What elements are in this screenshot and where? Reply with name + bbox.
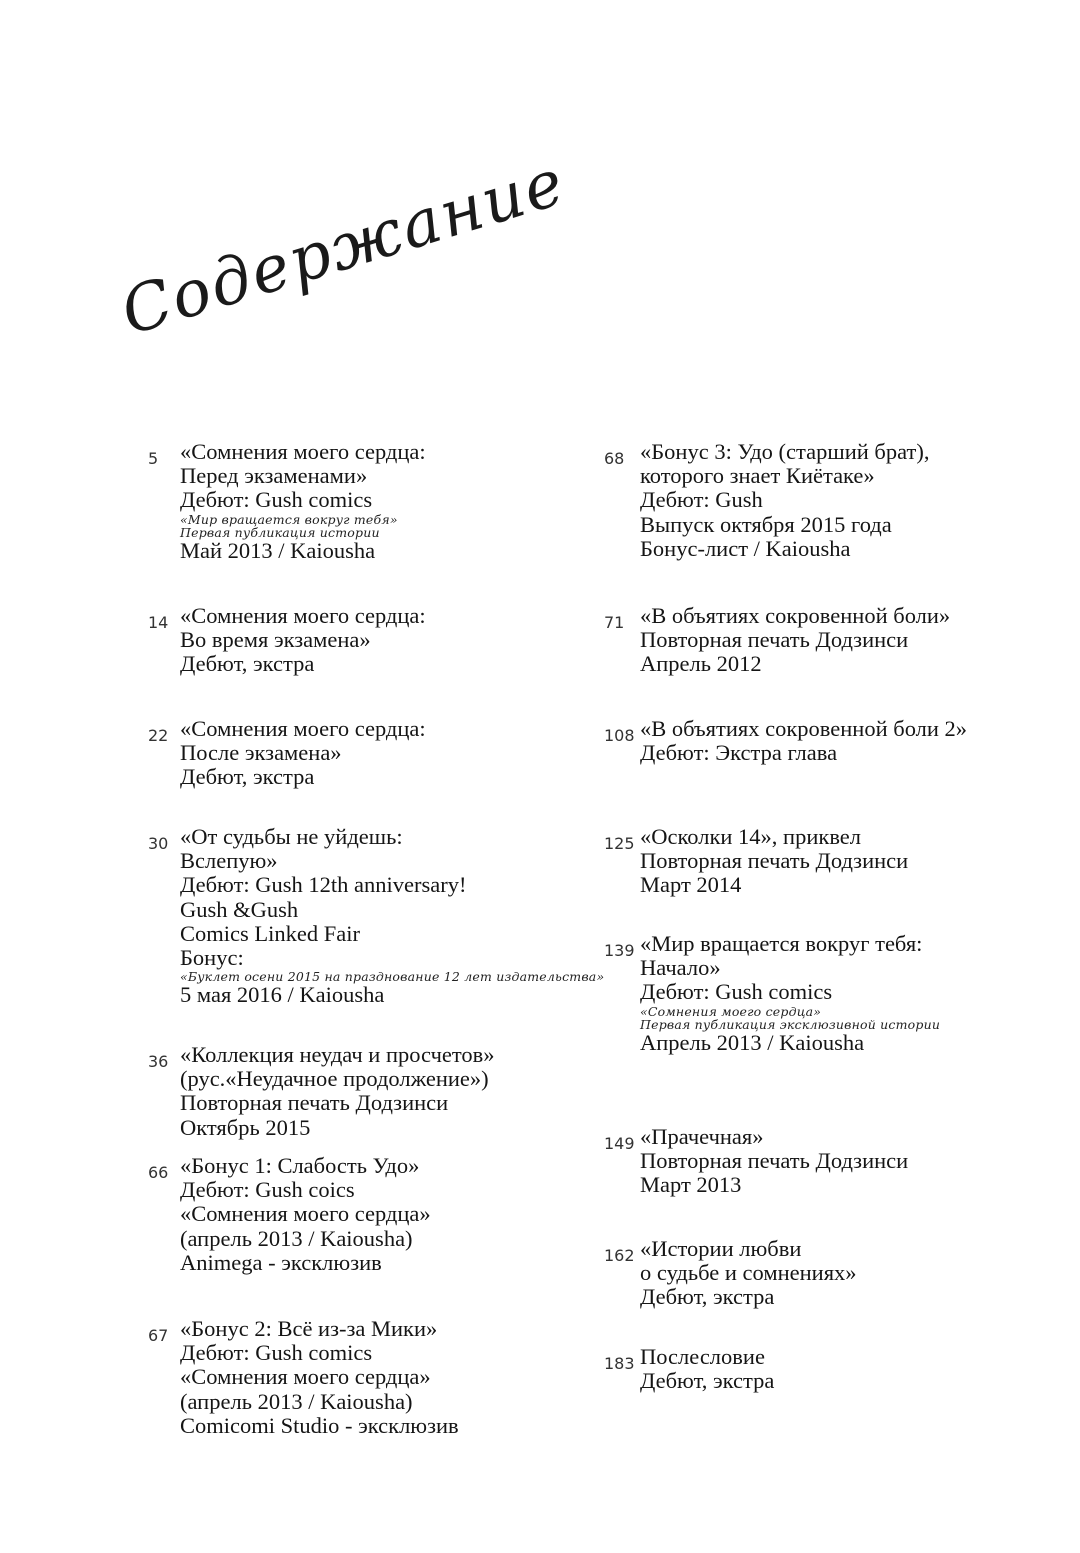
toc-entry-text (640, 1237, 857, 1310)
toc-page-number: 66 (148, 1163, 169, 1182)
toc-line: Animega - эксклюзив (180, 1249, 382, 1275)
title-script-graphic (113, 145, 574, 370)
toc-line: Дебют: Gush coics (180, 1177, 355, 1203)
toc-entry-text (180, 604, 426, 677)
toc-line: «Сомнения моего сердца: (180, 603, 426, 628)
toc-line: Дебют: Gush 12th anniversary! (180, 872, 467, 898)
toc-page-number: 14 (148, 613, 169, 632)
toc-entry-text (180, 1317, 459, 1438)
toc-line: Повторная печать Додзинси (640, 627, 909, 653)
toc-line: Послесловие (640, 1344, 765, 1369)
toc-line: Дебют: Gush comics (180, 487, 373, 513)
toc-line: Март 2013 (640, 1172, 742, 1198)
toc-line: «Бонус 2: Всё из-за Мики» (180, 1316, 438, 1341)
toc-line: «Мир вращается вокруг тебя: (640, 931, 923, 956)
toc-page-number: 71 (604, 613, 625, 632)
toc-line: Comics Linked Fair (180, 920, 360, 946)
toc-line: Начало» (640, 955, 721, 981)
toc-page-number: 108 (604, 726, 635, 745)
toc-line: «Осколки 14», приквел (640, 824, 862, 849)
toc-line: Повторная печать Додзинси (640, 848, 909, 874)
toc-line: Дебют: Экстра глава (640, 740, 838, 766)
toc-entry-text (180, 440, 426, 563)
toc-line: Октябрь 2015 (180, 1114, 311, 1140)
toc-page-number: 162 (604, 1246, 635, 1265)
toc-line: «Сомнения моего сердца» (180, 1201, 431, 1227)
toc-line: Дебют, экстра (180, 651, 315, 677)
page-title (113, 145, 574, 370)
toc-line: (апрель 2013 / Kaiousha) (180, 1388, 413, 1414)
toc-line: «От судьбы не уйдешь: (180, 824, 403, 849)
toc-line: «В объятиях сокровенной боли 2» (640, 716, 968, 741)
toc-line: Дебют, экстра (180, 764, 315, 790)
toc-page-number: 5 (148, 449, 159, 468)
toc-line: Перед экзаменами» (180, 463, 368, 489)
toc-line: 5 мая 2016 / Kaiousha (180, 982, 385, 1008)
toc-page-number: 22 (148, 726, 169, 745)
toc-page-number: 36 (148, 1052, 169, 1071)
toc-script-note: «Мир вращается вокруг тебя» (180, 511, 398, 527)
toc-line: Выпуск октября 2015 года (640, 511, 892, 537)
toc-entry-text (640, 440, 929, 561)
toc-page-number: 149 (604, 1134, 635, 1153)
toc-line: Comicomi Studio - эксклюзив (180, 1412, 459, 1438)
toc-entry-text (640, 825, 908, 898)
toc-line: Gush &Gush (180, 896, 299, 922)
toc-line: «Прачечная» (640, 1124, 764, 1149)
toc-line: Вслепую» (180, 848, 278, 874)
toc-line: о судьбе и сомнениях» (640, 1260, 857, 1286)
toc-line: Дебют: Gush (640, 487, 763, 513)
toc-line: Апрель 2013 / Kaiousha (640, 1029, 865, 1055)
toc-entry-text (640, 932, 940, 1055)
toc-line: (апрель 2013 / Kaiousha) (180, 1225, 413, 1251)
toc-line: Повторная печать Додзинси (180, 1090, 449, 1116)
toc-line: «Истории любви (640, 1236, 802, 1261)
toc-line: Март 2014 (640, 872, 742, 898)
toc-line: «Сомнения моего сердца» (180, 1364, 431, 1390)
toc-line: «Бонус 1: Слабость Удо» (180, 1153, 420, 1178)
toc-script-note: Первая публикация истории (180, 524, 380, 540)
toc-line: «Бонус 3: Удо (старший брат), (640, 439, 930, 464)
toc-entry-text (180, 1043, 495, 1140)
toc-line: «В объятиях сокровенной боли» (640, 603, 951, 628)
toc-line: «Сомнения моего сердца: (180, 439, 426, 464)
toc-entry-text (180, 717, 426, 790)
toc-page-number: 139 (604, 941, 635, 960)
toc-entry-text (640, 604, 950, 677)
toc-line: «Сомнения моего сердца: (180, 716, 426, 741)
toc-script-note: Первая публикация эксклюзивной истории (640, 1016, 941, 1032)
toc-line: После экзамена» (180, 740, 342, 766)
toc-line: «Коллекция неудач и просчетов» (180, 1042, 495, 1067)
toc-script-note: «Буклет осени 2015 на празднование 12 лет издательства» (180, 969, 605, 985)
toc-line: Дебют, экстра (640, 1284, 775, 1310)
toc-line: которого знает Киётаке» (640, 463, 875, 489)
title-text: Содержание (113, 145, 574, 351)
toc-entry-text (640, 717, 967, 765)
toc-page-number: 125 (604, 834, 635, 853)
toc-line: (рус.«Неудачное продолжение») (180, 1066, 489, 1092)
toc-line: Повторная печать Додзинси (640, 1148, 909, 1174)
toc-page-number: 30 (148, 834, 169, 853)
toc-entry-text (180, 825, 604, 1007)
toc-line: Бонус-лист / Kaiousha (640, 535, 851, 561)
toc-line: Апрель 2012 (640, 651, 762, 677)
toc-entry-text (180, 1154, 431, 1275)
toc-line: Май 2013 / Kaiousha (180, 537, 376, 563)
toc-entry-text (640, 1345, 774, 1393)
toc-line: Дебют: Gush comics (640, 979, 833, 1005)
toc-line: Во время экзамена» (180, 627, 371, 653)
toc-page-number: 68 (604, 449, 625, 468)
toc-page-number: 67 (148, 1326, 169, 1345)
toc-line: Дебют, экстра (640, 1368, 775, 1394)
toc-line: Дебют: Gush comics (180, 1340, 373, 1366)
toc-page-number: 183 (604, 1354, 635, 1373)
toc-script-note: «Сомнения моего сердца» (640, 1003, 822, 1019)
toc-line: Бонус: (180, 945, 244, 971)
toc-entry-text (640, 1125, 908, 1198)
